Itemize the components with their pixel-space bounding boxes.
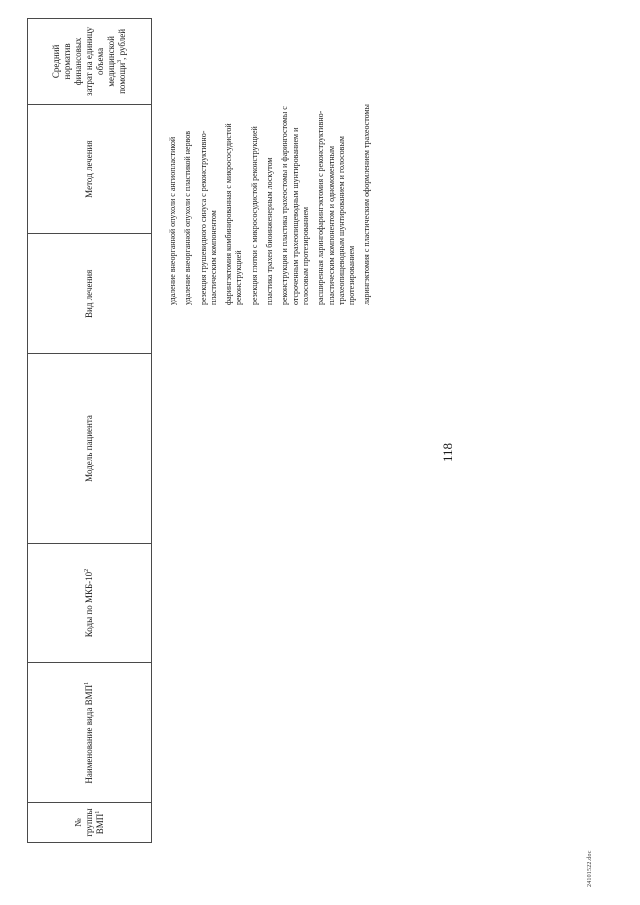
header-treatment-type [28, 233, 151, 353]
header-group-number-line2: группы [84, 808, 94, 837]
treatment-method-item: удаление внеорганной опухоли с ангиопластикой [168, 136, 177, 305]
header-group-number-line1: № [73, 818, 83, 827]
header-cost-norm-line2: норматив [62, 43, 72, 80]
header-cost-norm-line6: медицинской [106, 36, 116, 87]
header-icd-codes [28, 543, 151, 663]
treatment-method-item: удаление внеорганной опухоли с пластикой нервов [183, 130, 193, 305]
header-treatment-method [28, 104, 151, 234]
header-cost-norm-line7-suffix: , рублей [117, 28, 127, 60]
table-header [27, 18, 152, 843]
header-treatment-method-text: Метод лечения [84, 140, 94, 198]
treatment-method-item: расширенная ларингофарингэктомия с реконструктивно-пластическим компонентом и одномоментным трахеопищеводным шунтированием и голосовым протезированием [316, 110, 357, 305]
treatment-method-item: ларингэктомия с пластическим оформлением трахеостомы [362, 104, 372, 305]
treatment-methods-list [168, 103, 378, 305]
header-patient-model [28, 353, 151, 543]
page-number: 118 [440, 442, 455, 463]
header-vmp-name [28, 662, 151, 802]
header-patient-model-text: Модель пациента [84, 415, 94, 482]
treatment-method-item: резекция грушевидного синуса с реконструктивно-пластическим компонентом [198, 130, 218, 305]
header-cost-norm-line1: Средний [51, 44, 61, 79]
treatment-method-item: резекция глотки с микрососудистой реконструкцией [249, 126, 259, 305]
header-icd-codes-text: Коды по МКБ-10 [84, 571, 94, 638]
header-vmp-name-text: Наименование вида ВМП [84, 684, 94, 784]
header-cost-norm [28, 19, 151, 104]
treatment-method-item: пластика трахеи биоинженерным лоскутом [265, 157, 275, 305]
header-treatment-type-text: Вид лечения [84, 269, 94, 318]
header-cost-norm-line4: затрат на единицу [84, 26, 94, 96]
treatment-method-item: реконструкция и пластика трахеостомы и фарингостомы с отсроченным трахеопищеводным шунтированием и голосовым протезированием [280, 106, 310, 305]
header-cost-norm-line3: финансовых [73, 37, 83, 86]
footnote-ref-1: 1 [84, 681, 90, 685]
header-group-number-line3: ВМП [95, 813, 105, 835]
footnote-ref-1: 1 [95, 810, 101, 814]
header-cost-norm-line5: объема [95, 47, 105, 75]
footnote-ref-2: 2 [84, 568, 90, 572]
header-group-number [28, 802, 151, 842]
treatment-method-item: фарингэктомия комбинированная с микрососудистой реконструкцией [224, 123, 244, 305]
footnote-ref-3: 3 [117, 59, 123, 63]
document-filename: 24101522.doc [587, 850, 593, 887]
header-cost-norm-line7: помощи [117, 62, 127, 94]
